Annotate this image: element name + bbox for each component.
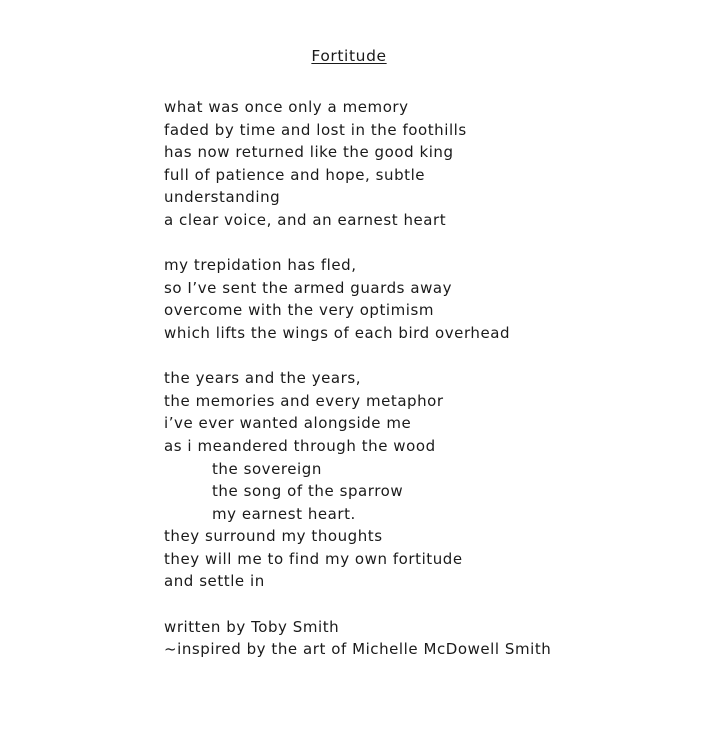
poem-line: what was once only a memory [164,98,409,116]
poem-line: my trepidation has fled, [164,256,357,275]
poem-line: ~inspired by the art of Michelle McDowell Smith [164,640,552,659]
poem-line: i’ve ever wanted alongside me [164,414,412,433]
poem-line: understanding [164,188,281,207]
poem-line: the sovereign [212,459,322,478]
poem-line: my earnest heart. [212,504,356,523]
poem-body [164,96,551,661]
poem-line: written by Toby Smith [164,617,340,636]
stanza-break [164,345,551,368]
poem-line: which lifts the wings of each bird overhead [164,323,511,342]
poem-line: has now returned like the good king [164,143,454,162]
poem-line: as i meandered through the wood [164,436,436,455]
poem-title-container [0,47,698,65]
poem-line: so I’ve sent the armed guards away [164,278,453,297]
poem-line: a clear voice, and an earnest heart [164,210,447,229]
poem-title: Fortitude [311,47,387,65]
poem-line: they surround my thoughts [164,527,383,546]
poem-line: and settle in [164,572,265,591]
poem-line: the memories and every metaphor [164,391,444,410]
poem-line: the song of the sparrow [212,482,404,501]
poem-line: full of patience and hope, subtle [164,165,426,184]
poem-line: overcome with the very optimism [164,301,435,320]
poem-line: faded by time and lost in the foothills [164,120,467,139]
stanza-break [164,232,551,255]
poem-line: the years and the years, [164,369,362,388]
stanza-break [164,593,551,616]
poem-line: they will me to find my own fortitude [164,549,463,568]
